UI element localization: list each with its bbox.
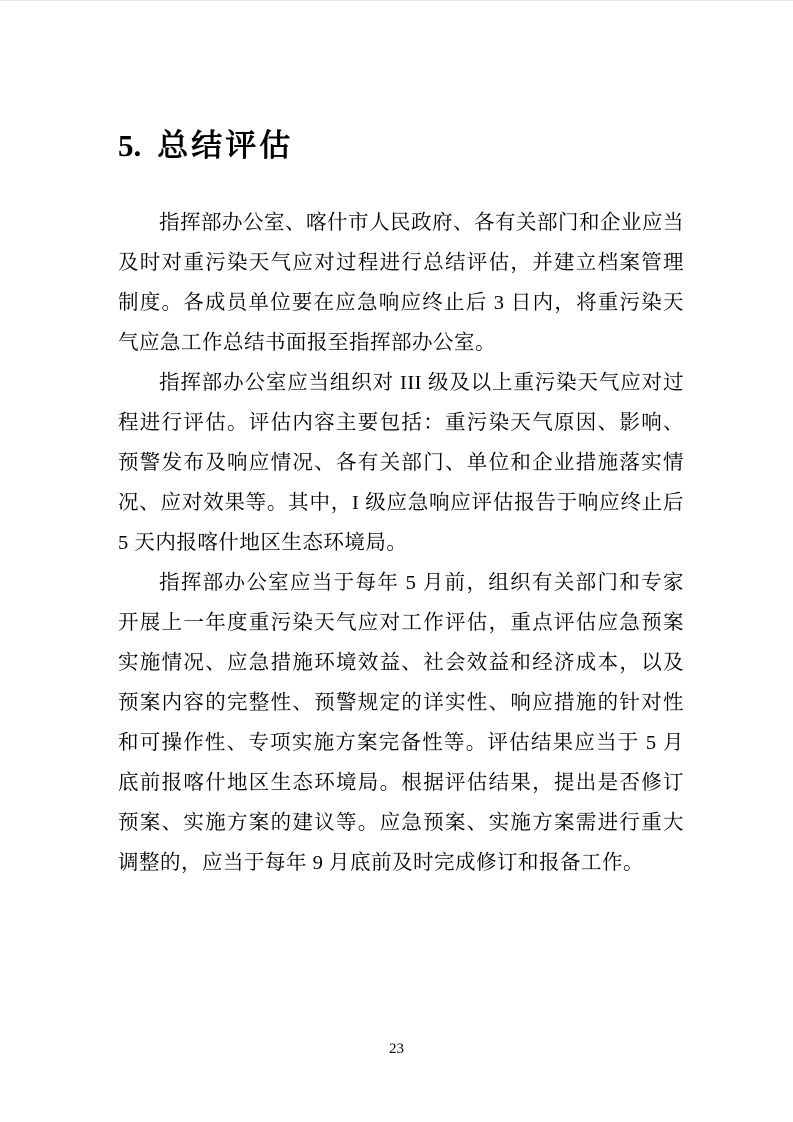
paragraph-evaluation-content: 指挥部办公室应当组织对 III 级及以上重污染天气应对过程进行评估。评估内容主要包括：重污染天气原因、影响、预警发布及响应情况、各有关部门、单位和企业措施落实情况、应对效果等。其中，I 级应急响应评估报告于响应终止后 5 天内报喀什地区生态环境局。 bbox=[118, 372, 684, 554]
page-number: 23 bbox=[389, 1041, 404, 1057]
page-content bbox=[118, 127, 684, 883]
section-title: 总结评估 bbox=[157, 128, 294, 163]
section-number: 5. bbox=[118, 128, 142, 163]
paragraph-summary-requirement: 指挥部办公室、喀什市人民政府、各有关部门和企业应当及时对重污染天气应对过程进行总结评估，并建立档案管理制度。各成员单位要在应急响应终止后 3 日内，将重污染天气应急工作总结书面报至指挥部办公室。 bbox=[118, 212, 684, 354]
paragraph-annual-evaluation: 指挥部办公室应当于每年 5 月前，组织有关部门和专家开展上一年度重污染天气应对工作评估，重点评估应急预案实施情况、应急措施环境效益、社会效益和经济成本，以及预案内容的完整性、预警规定的详实性、响应措施的针对性和可操作性、专项实施方案完备性等。评估结果应当于 5 月底前报喀什地区生态环境局。根据评估结果，提出是否修订预案、实施方案的建议等。应急预案、实施方案需进行重大调整的，应当于每年 9 月底前及时完成修订和报备工作。 bbox=[118, 572, 684, 874]
section-heading bbox=[118, 127, 684, 165]
